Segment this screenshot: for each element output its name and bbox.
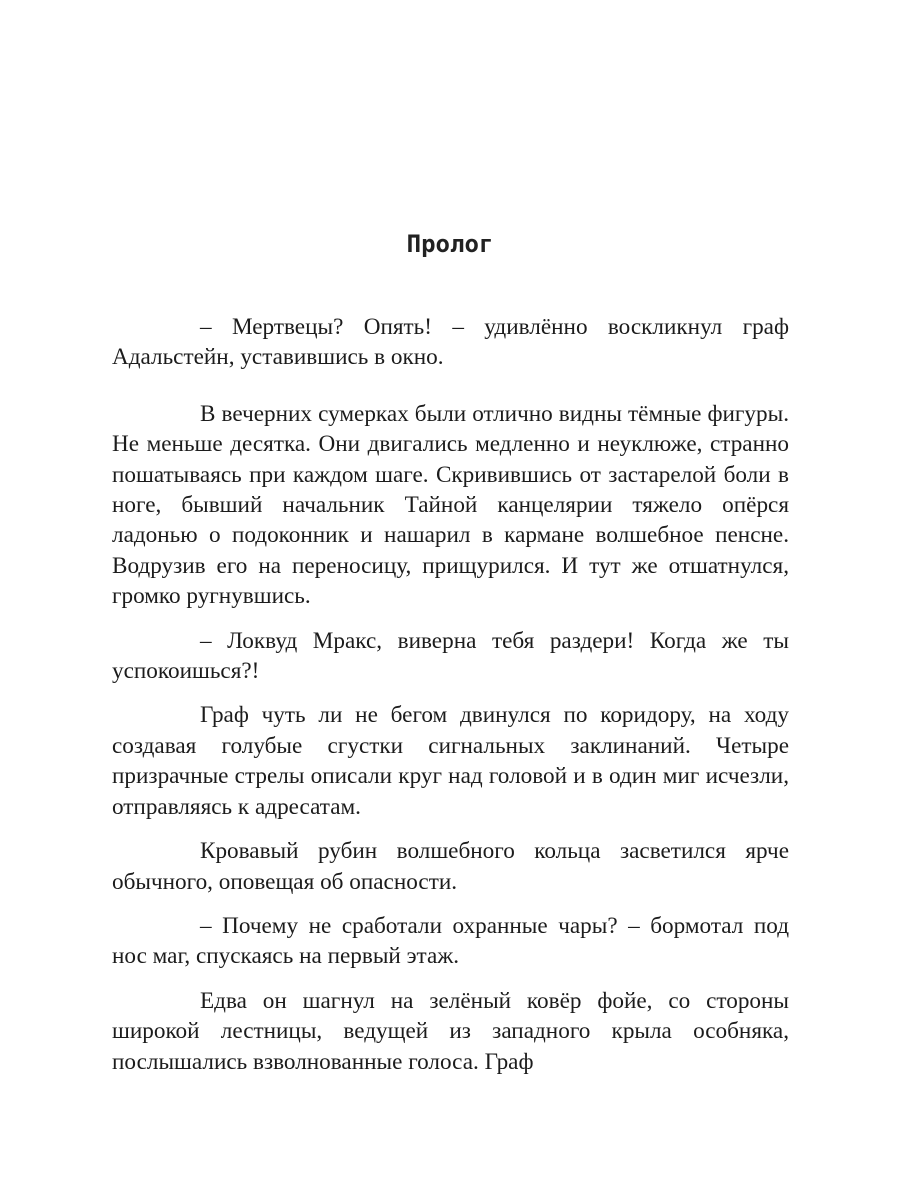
paragraph: Граф чуть ли не бегом двинулся по коридору, на ходу создавая голубые сгустки сигнальных заклинаний. Четыре призрачные стрелы описали круг над головой и в один миг исчезли, отправляясь к адресатам. bbox=[112, 702, 789, 820]
paragraph: Кровавый рубин волшебного кольца засветился ярче обычного, оповещая об опасности. bbox=[112, 838, 789, 895]
chapter-body bbox=[112, 312, 789, 1091]
paragraph: – Почему не сработали охранные чары? – бормотал под нос маг, спускаясь на первый этаж. bbox=[112, 912, 789, 970]
paragraph: – Мертвецы? Опять! – удивлённо воскликнул граф Адальстейн, уставившись в окно. bbox=[112, 314, 789, 371]
paragraph: – Локвуд Мракс, виверна тебя раздери! Когда же ты успокоишься?! bbox=[112, 627, 789, 685]
paragraph: В вечерних сумерках были отлично видны тёмные фигуры. Не меньше десятка. Они двигались медленно и неуклюже, странно пошатываясь при каждом шаге. Скривившись от застарелой боли в ноге, бывший начальник Тайной канцелярии тяжело опёрся ладонью о подоконник и нашарил в кармане волшебное пенсне. Водрузив его на переносицу, прищурился. И тут же отшатнулся, громко ругнувшись. bbox=[112, 400, 789, 610]
paragraph: Едва он шагнул на зелёный ковёр фойе, со стороны широкой лестницы, ведущей из западного крыла особняка, послышались взволнованные голоса. Граф bbox=[112, 987, 789, 1075]
chapter-title: Пролог bbox=[406, 230, 494, 258]
